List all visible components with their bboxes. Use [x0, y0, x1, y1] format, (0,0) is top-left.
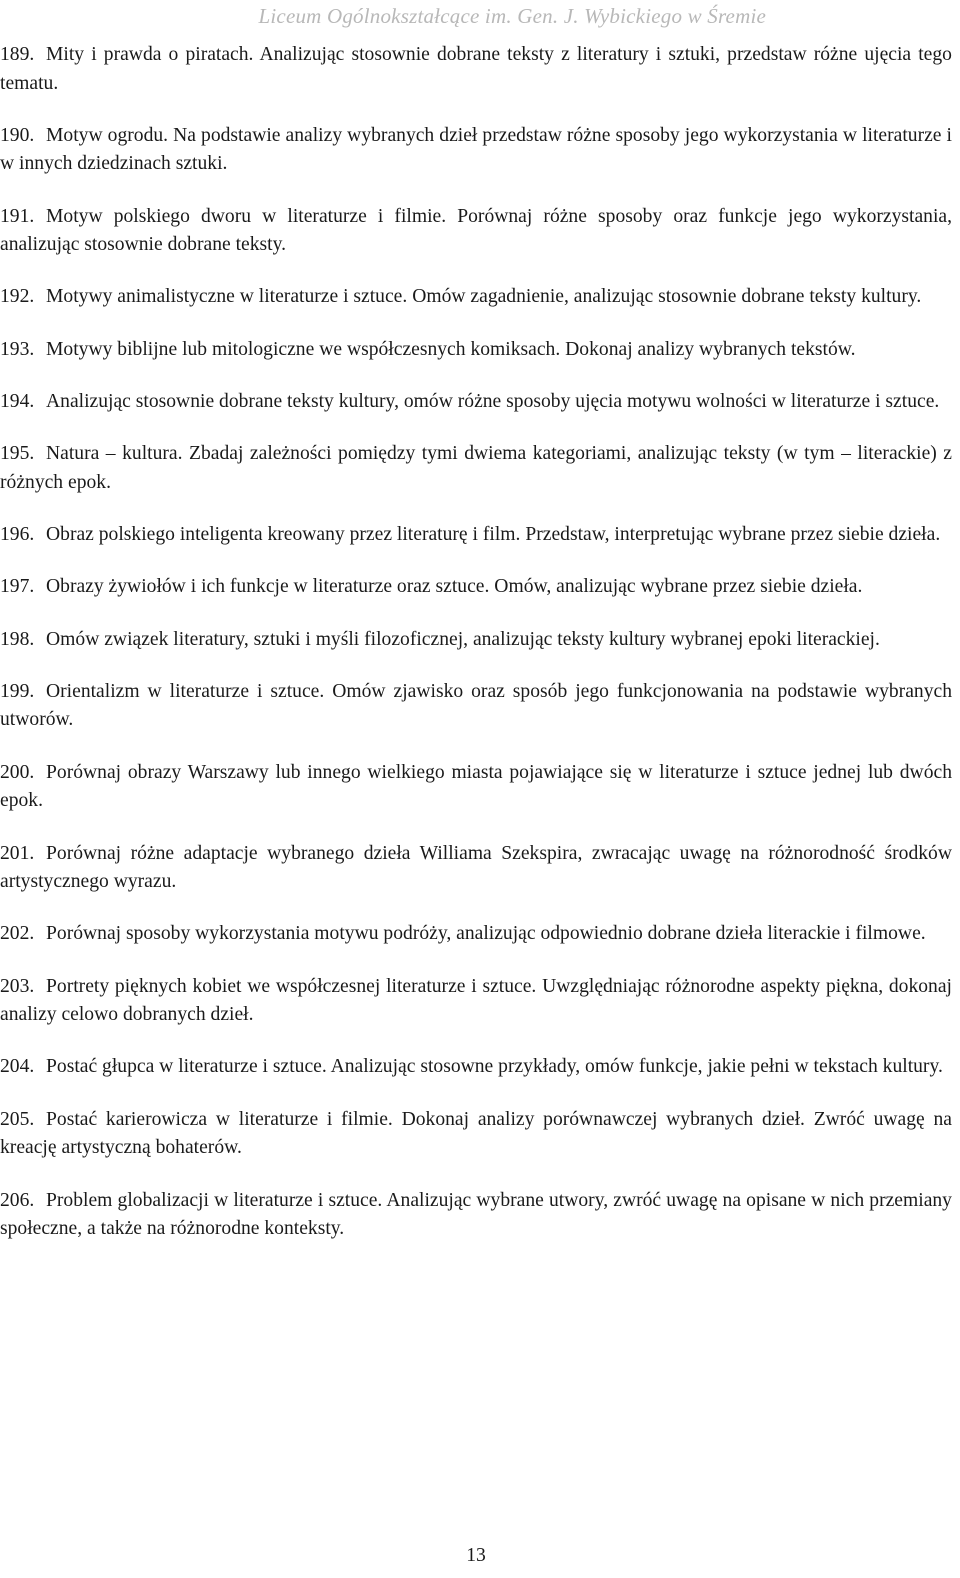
topic-description: Dokonaj analizy porównawczej wybranych dzieł. Zwróć uwagę na kreację artystyczną bohaterów.	[0, 1108, 952, 1159]
topic-number: 202.	[0, 923, 35, 945]
topic-description: Na podstawie analizy wybranych dzieł przedstaw różne sposoby jego wykorzystania w literaturze i w innych dziedzinach sztuki.	[0, 124, 952, 175]
topic-number: 200.	[0, 761, 35, 783]
list-item	[0, 573, 952, 602]
topic-number: 190.	[0, 124, 35, 146]
topic-number: 189.	[0, 44, 35, 65]
topic-description: Porównaj różne sposoby oraz funkcje jego wykorzystania, analizując stosownie dobrane teksty.	[0, 205, 952, 256]
topic-number: 204.	[0, 1056, 35, 1078]
list-item	[0, 973, 952, 1030]
list-item	[0, 440, 952, 497]
topic-title: Motyw polskiego dworu w literaturze i filmie.	[46, 205, 447, 227]
page-footer	[0, 1545, 952, 1567]
topic-description: Uwzględniając różnorodne aspekty piękna, dokonaj analizy celowo dobranych dzieł.	[0, 975, 952, 1026]
topic-description: Omów, analizując wybrane przez siebie dzieła.	[494, 576, 863, 598]
topic-title: Porównaj różne adaptacje wybranego dzieła Williama Szekspira, zwracając uwagę na różnorodność środków artystycznego wyrazu.	[0, 842, 952, 893]
topic-number: 197.	[0, 576, 35, 598]
list-item	[0, 203, 952, 260]
list-item	[0, 283, 952, 312]
topic-title: Postać głupca w literaturze i sztuce.	[46, 1056, 327, 1078]
list-item	[0, 1106, 952, 1163]
topic-number: 198.	[0, 628, 35, 650]
topic-description: Dokonaj analizy wybranych tekstów.	[565, 338, 856, 360]
topic-title: Analizując stosownie dobrane teksty kultury, omów różne sposoby ujęcia motywu wolności w literaturze i sztuce.	[46, 390, 940, 412]
topic-number: 194.	[0, 390, 35, 412]
list-item	[0, 1187, 952, 1244]
topic-number: 201.	[0, 842, 35, 864]
list-item	[0, 920, 952, 949]
topic-description: Analizując wybrane utwory, zwróć uwagę na opisane w nich przemiany społeczne, a także na różnorodne konteksty.	[0, 1189, 952, 1240]
topic-title: Obrazy żywiołów i ich funkcje w literaturze oraz sztuce.	[46, 576, 490, 598]
topic-title: Porównaj sposoby wykorzystania motywu podróży, analizując odpowiednio dobrane dzieła literackie i filmowe.	[46, 923, 926, 945]
list-item	[0, 626, 952, 655]
topic-number: 191.	[0, 205, 35, 227]
topic-number: 192.	[0, 286, 35, 308]
topic-title: Portrety pięknych kobiet we współczesnej literaturze i sztuce.	[46, 975, 537, 997]
list-item	[0, 41, 952, 98]
topic-title: Omów związek literatury, sztuki i myśli filozoficznej, analizując teksty kultury wybranej epoki literackiej.	[46, 628, 880, 650]
topic-number: 205.	[0, 1108, 35, 1130]
topic-number: 203.	[0, 975, 35, 997]
topic-title: Motyw ogrodu.	[46, 124, 169, 146]
list-item	[0, 678, 952, 735]
topic-title: Obraz polskiego inteligenta kreowany przez literaturę i film.	[46, 524, 521, 546]
topic-list	[0, 41, 952, 1267]
topic-description: Analizując stosowne przykłady, omów funkcje, jakie pełni w tekstach kultury.	[330, 1056, 943, 1078]
page-header: Liceum Ogólnokształcące im. Gen. J. Wybickiego w Śremie	[258, 4, 766, 28]
topic-description: Omów zjawisko oraz sposób jego funkcjonowania na podstawie wybranych utworów.	[0, 680, 952, 731]
topic-number: 196.	[0, 524, 35, 546]
topic-title: Natura – kultura.	[46, 443, 183, 465]
topic-description: Omów zagadnienie, analizując stosownie dobrane teksty kultury.	[412, 286, 922, 308]
topic-description: Zbadaj zależności pomiędzy tymi dwiema kategoriami, analizując teksty (w tym – literackie) z różnych epok.	[0, 443, 952, 493]
topic-title: Porównaj obrazy Warszawy lub innego wielkiego miasta pojawiające się w literaturze i sztuce jednej lub dwóch epok.	[0, 761, 952, 812]
topic-number: 199.	[0, 680, 35, 702]
list-item	[0, 840, 952, 897]
page-number: 13	[466, 1545, 486, 1566]
list-item	[0, 759, 952, 816]
list-item	[0, 388, 952, 417]
topic-number: 195.	[0, 443, 35, 465]
topic-description: Analizując stosownie dobrane teksty z literatury i sztuki, przedstaw różne ujęcia tego tematu.	[0, 44, 952, 94]
topic-number: 193.	[0, 338, 35, 360]
list-item	[0, 336, 952, 365]
topic-description: Przedstaw, interpretując wybrane przez siebie dzieła.	[525, 524, 941, 546]
list-item	[0, 1053, 952, 1082]
topic-title: Orientalizm w literaturze i sztuce.	[46, 680, 325, 702]
topic-title: Motywy animalistyczne w literaturze i sztuce.	[46, 286, 408, 308]
topic-title: Motywy biblijne lub mitologiczne we współczesnych komiksach.	[46, 338, 561, 360]
topic-title: Mity i prawda o piratach.	[46, 44, 254, 65]
topic-title: Problem globalizacji w literaturze i sztuce.	[46, 1189, 383, 1211]
topic-title: Postać karierowicza w literaturze i filmie.	[46, 1108, 393, 1130]
list-item	[0, 521, 952, 550]
topic-number: 206.	[0, 1189, 35, 1211]
list-item	[0, 122, 952, 179]
